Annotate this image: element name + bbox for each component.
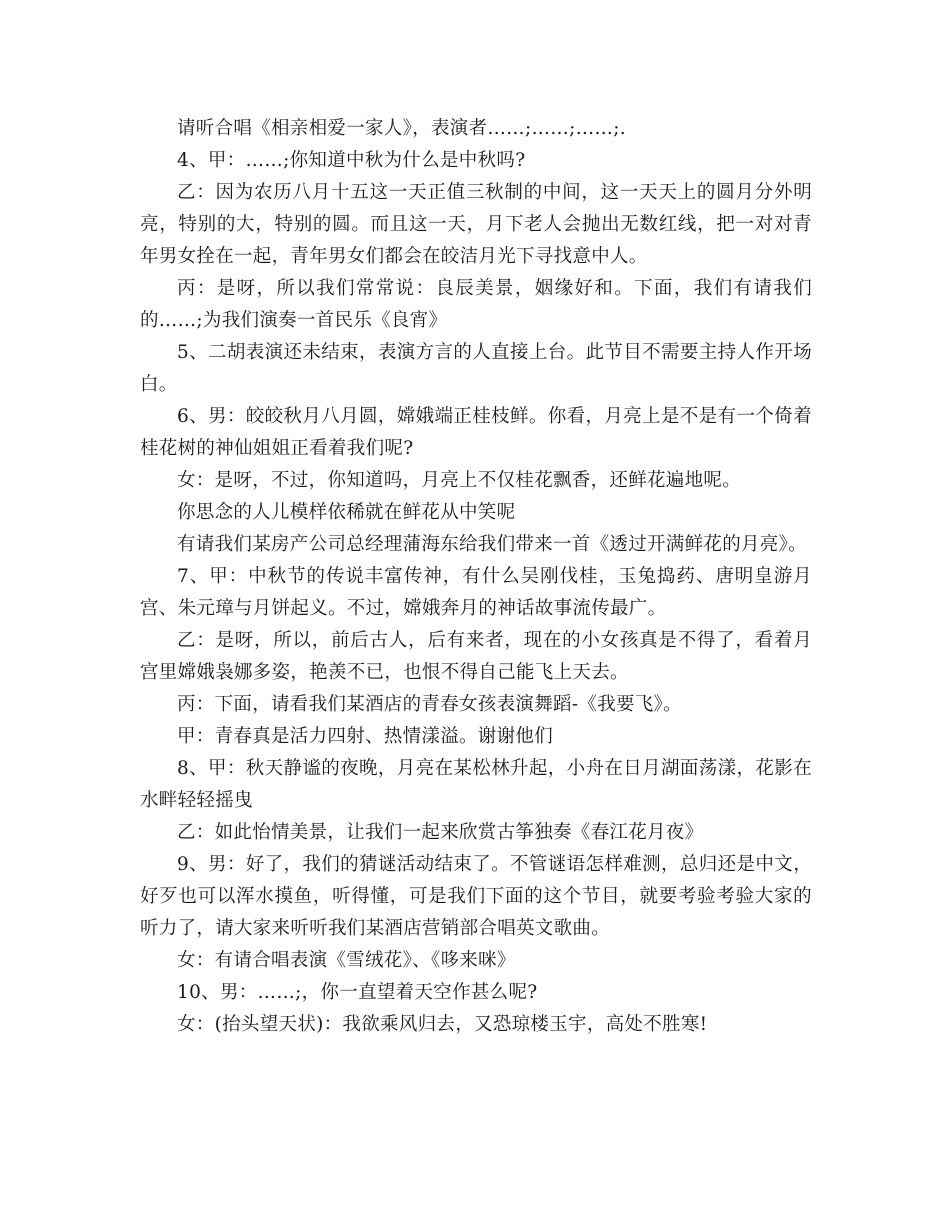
paragraph: 7、甲：中秋节的传说丰富传神，有什么吴刚伐桂，玉兔捣药、唐明皇游月宫、朱元璋与月饼起义。不过，嫦娥奔月的神话故事流传最广。: [140, 566, 812, 619]
paragraph: 5、二胡表演还未结束，表演方言的人直接上台。此节目不需要主持人作开场白。: [140, 342, 812, 395]
paragraph: 你思念的人儿模样依稀就在鲜花从中笑呢: [177, 502, 516, 523]
paragraph: 请听合唱《相亲相爱一家人》，表演者……;……;……;.: [177, 118, 626, 139]
paragraph: 甲：青春真是活力四射、热情漾溢。谢谢他们: [177, 726, 554, 747]
paragraph: 有请我们某房产公司总经理蒲海东给我们带来一首《透过开满鲜花的月亮》。: [177, 534, 807, 555]
paragraph: 乙：如此怡情美景，让我们一起来欣赏古筝独奏《春江花月夜》: [177, 822, 704, 843]
paragraph: 10、男：……;，你一直望着天空作甚么呢?: [177, 982, 538, 1003]
paragraph: 9、男：好了，我们的猜谜活动结束了。不管谜语怎样难测，总归还是中文，好歹也可以浑水摸鱼，听得懂，可是我们下面的这个节目，就要考验考验大家的听力了，请大家来听听我们某酒店营销部合唱英文歌曲。: [140, 854, 812, 939]
paragraph: 乙：因为农历八月十五这一天正值三秋制的中间，这一天天上的圆月分外明亮，特别的大，特别的圆。而且这一天，月下老人会抛出无数红线，把一对对青年男女拴在一起，青年男女们都会在皎洁月光下寻找意中人。: [140, 182, 812, 267]
paragraph: 女：是呀，不过，你知道吗，月亮上不仅桂花飘香，还鲜花遍地呢。: [177, 470, 742, 491]
paragraph: 女：(抬头望天状)：我欲乘风归去，又恐琼楼玉宇，高处不胜寒!: [177, 1014, 708, 1035]
paragraph: 乙：是呀，所以，前后古人，后有来者，现在的小女孩真是不得了，看着月宫里嫦娥袅娜多姿，艳羡不已，也恨不得自己能飞上天去。: [140, 630, 812, 683]
paragraph: 女：有请合唱表演《雪绒花》、《哆来咪》: [177, 950, 516, 971]
paragraph: 6、男：皎皎秋月八月圆，嫦娥端正桂枝鲜。你看，月亮上是不是有一个倚着桂花树的神仙姐姐正看着我们呢?: [140, 406, 812, 459]
paragraph: 8、甲：秋天静谧的夜晚，月亮在某松林升起，小舟在日月湖面荡漾，花影在水畔轻轻摇曳: [140, 758, 812, 811]
paragraph: 丙：是呀，所以我们常常说：良辰美景，姻缘好和。下面，我们有请我们的……;为我们演奏一首民乐《良宵》: [140, 278, 812, 331]
document-body: [140, 113, 812, 1041]
paragraph: 丙：下面，请看我们某酒店的青春女孩表演舞蹈-《我要飞》。: [177, 694, 682, 715]
paragraph: 4、甲：……;你知道中秋为什么是中秋吗?: [177, 150, 526, 171]
